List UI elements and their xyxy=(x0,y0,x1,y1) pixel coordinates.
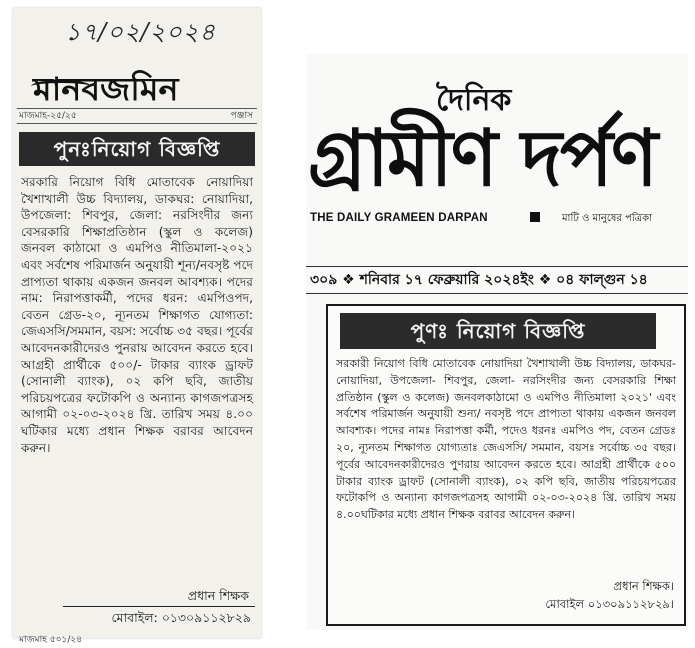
handwritten-date: ১৭/০২/২০২৪ xyxy=(65,18,216,46)
english-paper-name: THE DAILY GRAMEEN DARPAN xyxy=(310,212,488,224)
dateline-text: ৩০৯ ❖ শনিবার ১৭ ফেব্রুয়ারি ২০২৪ইং ❖ ০৪ ফাল্গুন ১৪ xyxy=(310,272,648,288)
left-subline-page: পঞ্জাস xyxy=(230,111,253,121)
paper-slogan: মাটি ও মানুষের পত্রিকা xyxy=(562,213,653,224)
right-notice-box xyxy=(326,304,686,626)
right-notice-body: সরকারী নিয়োগ বিধি মোতাবেক নোয়াদিয়া খৈশাখালী উচ্চ বিদ্যালয়, ডাকঘর- নোয়াদিয়া, উপজেলা- শিবপুর, জেলা- নরসিংদীর জন্য বেসরকারি শিক্ষা প্রতিষ্ঠান (স্কুল ও কলেজ) জনবলকাঠামো ও এমপিও নীতিমালা ২০২১' এবং সর্বশেষ পরিমার্জন অনুযায়ী শুন্য/ নবসৃষ্ট পদে প্রাপ্যতা থাকায় একজন জনবল আবশ্যক। পদের নামঃ নিরাপত্তা কর্মী, পদেও ধরনঃ এমপিও পদ, বেতন গ্রেডঃ ২০, ন্যূনতম শিক্ষাগত যোগ্যতাঃ জেএসসি/ সমমান, বয়সঃ সর্বোচ্চ ৩৫ বছর। পূর্বের আবেদনকারীদেরও পুণরায় আবেদন করতে হবে। আগ্রহী প্রার্থীকে ৫০০ টাকার ব্যাংক ড্রাফট (সোনালী ব্যাংক), ০২ কপি ছবি, জাতীয় পরিচয়পত্রের ফটোকপি ও অন্যান্য কাগজপত্রসহ আগামী ০২-০৩-২০২৪ খ্রি. তারিখ সময় ৪.০০ঘটিকার মধ্যে প্রধান শিক্ষক বরাবর আবেদন করুন। xyxy=(336,357,676,522)
left-notice-body: সরকারি নিয়োগ বিধি মোতাবেক নোয়াদিয়া খৈশাখালী উচ্চ বিদ্যালয়, ডাকঘর: নোয়াদিয়া, উপজেলা: শিবপুর, জেলা: নরসিংদীর জন্য বেসরকারি শিক্ষাপ্রতিষ্ঠান (স্কুল ও কলেজ) জনবল কাঠামো ও এমপিও নীতিমালা-২০২১ এবং সর্বশেষ পরিমার্জন অনুযায়ী শূন্য/নবসৃষ্ট পদে প্রাপ্যতা থাকায় একজন জনবল আবশ্যক। পদের নাম: নিরাপত্তাকর্মী, পদের ধরন: এমপিওপদ, বেতন গ্রেড-২০, ন্যূনতম শিক্ষাগত যোগ্যতা: জেএসসি/সমমান, বয়স: সর্বোচ্চ ৩৫ বছর। পূর্বের আবেদনকারীদেরও পুনরায় আবেদন করতে হবে। আগ্রহী প্রার্থীকে ৫০০/- টাকার ব্যাংক ড্রাফট (সোনালী ব্যাংক), ০২ কপি ছবি, জাতীয় পরিচয়পত্রের ফটোকপি ও অন্যান্য কাগজপত্রসহ আগামী ০২-০৩-২০২৪ খ্রি. তারিখ সময় ৪.০০ ঘটিকার মধ্যে প্রধান শিক্ষক বরাবর আবেদন করুন। xyxy=(21,175,253,455)
left-masthead: মানবজমিন xyxy=(33,70,179,108)
masthead-swirl-decoration xyxy=(31,80,91,93)
square-bullet-icon xyxy=(530,212,540,222)
left-subline-ref: মাজমাহ-২৫/২৫ xyxy=(19,111,77,121)
left-phone: মোবাইল: ০১৩০৯১১২৮২৯ xyxy=(111,610,251,625)
right-signature: প্রধান শিক্ষক। xyxy=(613,579,674,593)
left-newspaper-clipping xyxy=(13,8,261,645)
dateline-bar xyxy=(306,266,688,294)
left-notice-banner: পুনঃনিয়োগ বিজ্ঞপ্তি xyxy=(19,132,255,166)
right-notice-banner: পুণঃ নিয়োগ বিজ্ঞপ্তি xyxy=(340,313,656,349)
left-signature: প্রধান শিক্ষক xyxy=(187,588,249,603)
left-footer-ref: মাজমাহ ৫০১/২৪ xyxy=(19,635,83,645)
right-newspaper-clipping xyxy=(306,54,688,630)
right-phone: মোবাইল ০১৩০৯১১২৮২৯। xyxy=(545,597,674,611)
right-masthead: গ্রামীণ দর্পণ xyxy=(308,113,657,204)
right-pre-masthead: দৈনিক xyxy=(436,83,512,118)
left-subline xyxy=(17,108,257,124)
left-divider xyxy=(63,606,255,607)
